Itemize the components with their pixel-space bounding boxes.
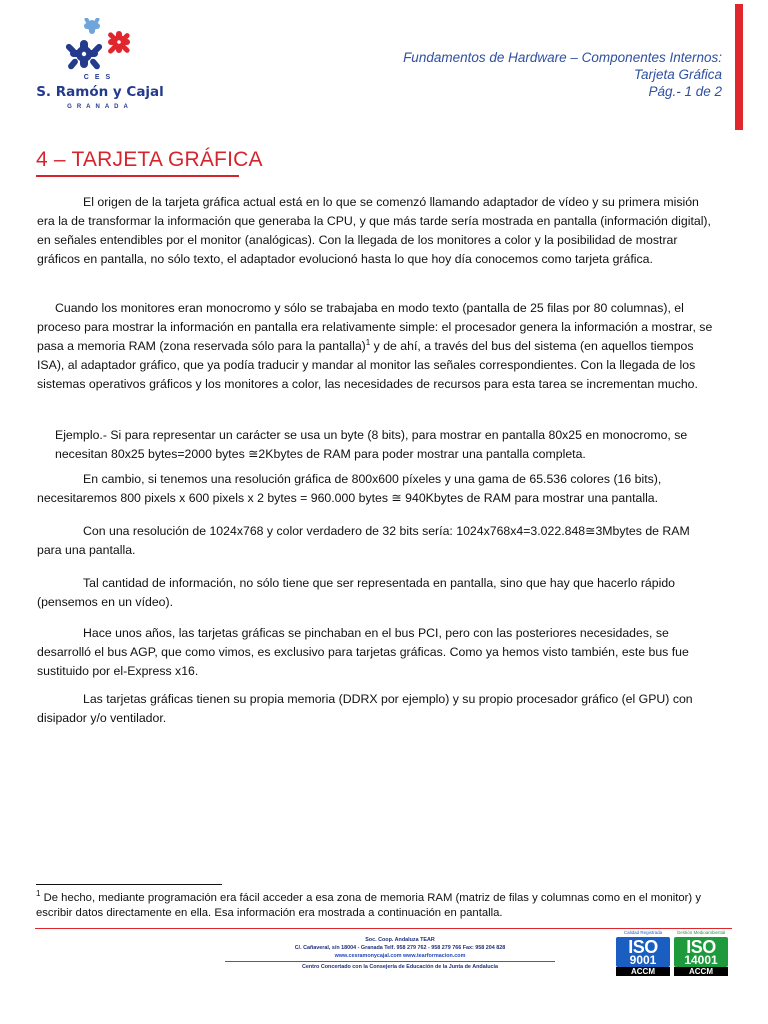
iso-14001-label: Gestión Medioambiental (676, 930, 726, 935)
header-topic-line: Tarjeta Gráfica (633, 67, 722, 82)
iso-9001-iso-text: ISO (628, 937, 658, 957)
paragraph-1024x768: Con una resolución de 1024x768 y color verdadero de 32 bits sería: 1024x768x4=3.022.848≅3Mbytes de RAM para una pantalla. (37, 524, 690, 557)
logo-figures-icon (30, 18, 170, 76)
school-logo (30, 18, 170, 113)
iso-9001-org: ACCM (616, 967, 670, 976)
example-line-1: Ejemplo.- Si para representar un carácter se usa un byte (8 bits), para mostrar en pantalla 80x25 en monocromo, se (55, 428, 688, 442)
example-block (55, 426, 735, 464)
title-underline (36, 175, 239, 177)
header-course-line: Fundamentos de Hardware – Componentes Internos: (403, 50, 722, 65)
iso-9001-box (616, 937, 670, 967)
paragraph-memory: Las tarjetas gráficas tienen su propia memoria (DDRX por ejemplo) y su propio procesador gráfico (el GPU) con disipador y/o ventilador. (37, 692, 693, 725)
iso-9001-badge (614, 930, 672, 975)
footer-accreditation: Centro Concertado con la Consejería de Educación de la Junta de Andalucía (301, 964, 498, 970)
footer-company: Soc. Coop. Andaluza TEAR (365, 937, 435, 943)
logo-city-text: GRANADA (67, 104, 133, 110)
iso-14001-box (674, 937, 728, 967)
paragraph-speed: Tal cantidad de información, no sólo tiene que ser representada en pantalla, sino que hay que hacerlo rápido (pensemos en un vídeo). (37, 576, 676, 609)
footnote-mark: 1 (36, 889, 41, 899)
paragraph-monochrome-part1: Cuando los monitores eran monocromo y sólo se trabajaba en modo texto (pantalla de 25 filas por 80 columnas), el proceso para mostrar la información en pantalla era relativamente simple: el procesador genera la información a mostrar, se pasa a memoria RAM (zona reservada sólo para la pantalla) (37, 301, 713, 353)
paragraph-monochrome-part2: y de ahí, a través del bus del sistema (en aquellos tiempos ISA), al adaptador gráfico, que ya podía traducir y mandar al monitor las señales correspondientes. Con la llegada de los sistemas operativos gráficos y los monitores a color, las necesidades de recursos para esta tarea se incrementan mucho. (37, 339, 698, 391)
header-page-number: Pág.- 1 de 2 (648, 84, 722, 99)
paragraph-monochrome (37, 299, 713, 394)
footnote-separator (36, 884, 222, 885)
footer-inner-divider (225, 961, 555, 962)
iso-14001-iso-text: ISO (686, 937, 716, 957)
iso-14001-number: 14001 (684, 953, 718, 967)
paragraph-origin: El origen de la tarjeta gráfica actual está en lo que se comenzó llamando adaptador de vídeo y su primera misión era la de transformar la información que generaba la CPU, y que más tarde sería mostrada en pantalla (información digital), en señales entendibles por el monitor (analógicas). Con la llegada de los monitores a color y la posibilidad de mostrar gráficos en pantalla, no sólo texto, el adaptador evolucionó hasta lo que hoy día conocemos como tarjeta gráfica. (37, 195, 711, 266)
header-accent-bar (735, 4, 743, 130)
logo-school-name: S. Ramón y Cajal (36, 84, 164, 100)
iso-9001-label: Calidad Registrada (623, 930, 663, 935)
logo-ces-text: CES (83, 74, 117, 81)
paragraph-800x600: En cambio, si tenemos una resolución gráfica de 800x600 píxeles y una gama de 65.536 colores (16 bits), necesitaremos 800 pixels x 600 pixels x 2 bytes = 960.000 bytes ≅ 940Kbytes de RAM para mostrar una pantalla. (37, 472, 662, 505)
footnote (36, 891, 736, 921)
iso-14001-org: ACCM (674, 967, 728, 976)
example-line-2: necesitan 80x25 bytes=2000 bytes ≅2Kbytes de RAM para poder mostrar una pantalla completa. (55, 447, 586, 461)
footer-address: C/. Cañaveral, s/n 18004 - Granada Telf. 958 279 762 - 958 279 766 Fax: 958 204 828 (294, 945, 506, 951)
footer-websites[interactable]: www.cesramonycajal.com www.tearformacion.com (334, 953, 466, 959)
iso-9001-number: 9001 (629, 953, 657, 967)
iso-14001-badge (672, 930, 730, 975)
paragraph-bus: Hace unos años, las tarjetas gráficas se pinchaban en el bus PCI, pero con las posteriores necesidades, se desarrolló el bus AGP, que como vimos, es exclusivo para tarjetas gráficas. Como ya hemos visto también, este bus fue sustituido por el-Express x16. (37, 626, 689, 678)
page-title: 4 – TARJETA GRÁFICA (36, 148, 263, 171)
footnote-text: De hecho, mediante programación era fácil acceder a esa zona de memoria RAM (matriz de filas y columnas como en el monitor) y escribir datos directamente en ella. Esa información era mostrada a continuación en pantalla. (36, 892, 701, 919)
footnote-reference: 1 (365, 337, 371, 347)
footer-divider (35, 928, 732, 929)
